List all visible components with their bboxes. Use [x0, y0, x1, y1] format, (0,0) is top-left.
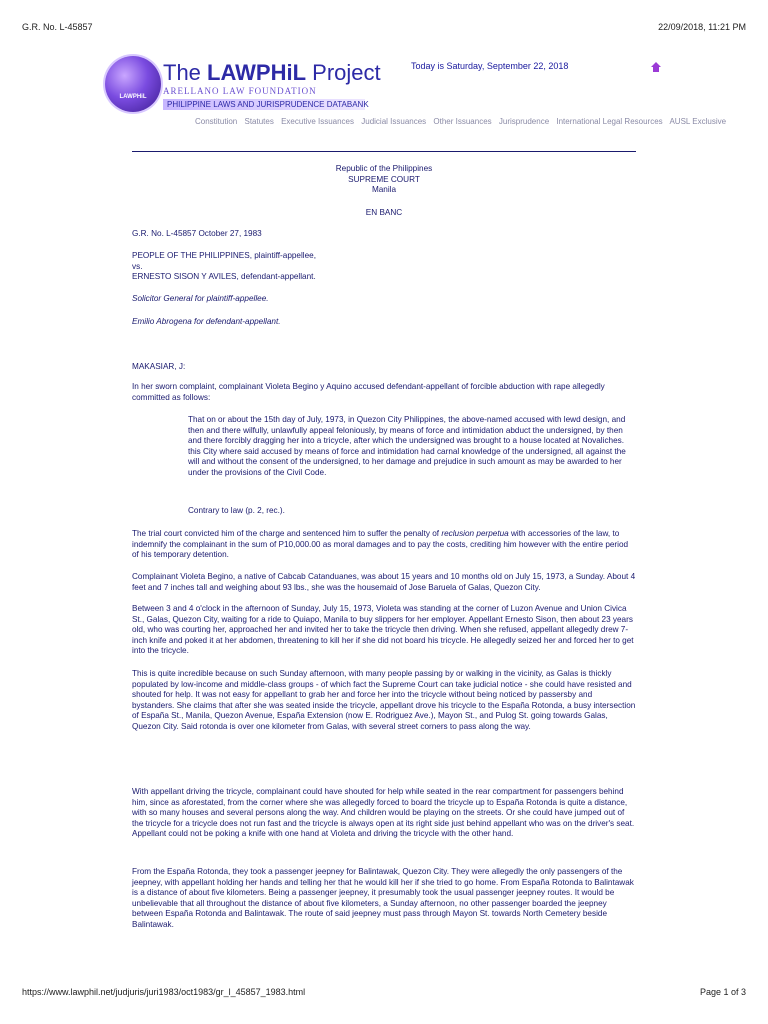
paragraph-1: In her sworn complaint, complainant Violeta Begino y Aquino accused defendant-appellant of forcible abduction with rape allegedly committed as follows:	[132, 382, 605, 402]
logo-brand: LAWPHiL	[207, 60, 307, 85]
logo-title-prefix: The	[163, 60, 208, 85]
complaint-quote-end: Contrary to law (p. 2, rec.).	[188, 506, 285, 515]
paragraph-3: Complainant Violeta Begino, a native of Cabcab Catanduanes, was about 15 years and 10 months old on July 15, 1973, a Sunday. About 4 feet and 7 inches tall and weighing about 93 lbs., she was the housemaid of Jose Baruela of Galas, Quezon City.	[132, 572, 636, 592]
paragraph-2-c: with accessories of the law, to indemnify the complainant in the sum of P10,000.00 as moral damages and to pay the costs, crediting him however with the entire period of his temporary detention.	[132, 529, 629, 560]
paragraph-4: Between 3 and 4 o'clock in the afternoon of Sunday, July 15, 1973, Violeta was standing at the corner of Luzon Avenue and Union Civica St., Galas, Quezon City, waiting for a ride to Quiapo, Manila to buy slippers for her employer. Appellant Ernesto Sison, then about 23 years old, who was courting her, approached her and invited her to take the tricycle then driving. When she refused, appellant allegedly drew 7-inch knife and poked it at her abdomen, threatening to kill her if she did not board his tricycle. He allegedly seized her and forced her to get into the tricycle.	[132, 604, 634, 656]
paragraph-2	[132, 529, 636, 561]
logo-title	[163, 60, 381, 86]
court-name: SUPREME COURT	[348, 174, 420, 184]
party-appellant: ERNESTO SISON Y AVILES, defendant-appellant.	[132, 272, 316, 282]
case-number: G.R. No. L-45857 October 27, 1983	[132, 229, 262, 238]
nav-jurisprudence[interactable]: Jurisprudence	[498, 117, 550, 126]
paragraph-2-a: The trial court convicted him of the charge and sentenced him to suffer the penalty of	[132, 529, 442, 538]
top-nav	[195, 117, 731, 126]
nav-judicial-issuances[interactable]: Judicial Issuances	[361, 117, 427, 126]
nav-other-issuances[interactable]: Other Issuances	[433, 117, 492, 126]
nav-statutes[interactable]: Statutes	[244, 117, 274, 126]
logo-subtitle: ARELLANO LAW FOUNDATION	[163, 86, 317, 96]
globe-icon	[105, 56, 161, 112]
division: EN BANC	[365, 208, 403, 217]
paragraph-7: From the España Rotonda, they took a passenger jeepney for Balintawak, Quezon City. They were allegedly the only passengers of the jeepney, with appellant holding her hands and telling her that he would kill her if she tried to go home. From España Rotonda to Balintawak is a distance of about five kilometers. Being a passenger jeepney, it presumably took the usual passenger jeepney routes. It would be unbelievable that all throughout the distance of about five kilometers, a Sunday afternoon, no other passenger boarded the jeepney between España Rotonda and Balintawak. The route of said jeepney must pass through Mayon St. towards North Cemetery beside Balintawak.	[132, 867, 634, 929]
today-date: Today is Saturday, September 22, 2018	[411, 61, 569, 71]
print-footer-page: Page 1 of 3	[699, 987, 746, 997]
counsel-appellant: Emilio Abrogena for defendant-appellant.	[132, 317, 281, 326]
party-appellee: PEOPLE OF THE PHILIPPINES, plaintiff-appellee,	[132, 251, 316, 260]
paragraph-6: With appellant driving the tricycle, complainant could have shouted for help while seated in the rear compartment for passengers behind him, since as aforestated, from the corner where she was allegedly forced to board the tricycle up to España Rotonda is quite a distance, with so many houses and several persons along the way. And children would be playing on the streets. Or she could have jumped out of the tricycle for a tricycle does not run fast and the tricycle is always open at its right side just behind appellant who was on the driver's seat. Appellant could not be poking a knife with one hand at Violeta and driving the tricycle with the other hand.	[132, 787, 635, 839]
ponente: MAKASIAR, J:	[132, 362, 186, 371]
counsel-appellee: Solicitor General for plaintiff-appellee.	[132, 294, 269, 303]
nav-constitution[interactable]: Constitution	[195, 117, 238, 126]
header-divider	[132, 151, 636, 152]
nav-international-legal-resources[interactable]: International Legal Resources	[556, 117, 663, 126]
logo-databank: PHILIPPINE LAWS AND JURISPRUDENCE DATABANK	[167, 100, 369, 109]
globe-label: LAWPHiL	[119, 94, 147, 100]
print-footer-url: https://www.lawphil.net/judjuris/juri1983/oct1983/gr_l_45857_1983.html	[22, 987, 306, 997]
nav-ausl-exclusive[interactable]: AUSL Exclusive	[669, 117, 727, 126]
complaint-quote: That on or about the 15th day of July, 1973, in Quezon City Philippines, the above-named accused with lewd design, and then and there wilfully, unlawfully appeal feloniously, by means of force and intimidation abduct the undersigned, by then and there forcibly dragging her into a tricycle, after which the undersigned was brought to a house located at Novaliches. this City where said accused by means of force and intimidation had carnal knowledge of the undersigned, all against the will and without the consent of the undersigned, to her damage and prejudice in such amount as may be awarded to her under the provisions of the Civil Code.	[188, 415, 626, 477]
republic: Republic of the Philippines	[335, 164, 433, 173]
nav-executive-issuances[interactable]: Executive Issuances	[281, 117, 355, 126]
logo-title-suffix: Project	[306, 60, 381, 85]
paragraph-2-term: reclusion perpetua	[441, 529, 509, 538]
lawphil-logo[interactable]	[105, 56, 381, 116]
parties	[132, 251, 636, 283]
paragraph-5: This is quite incredible because on such Sunday afternoon, with many people passing by or walking in the vicinity, as Galas is thickly populated by low-income and middle-class groups - of which fact the Supreme Court can take judicial notice - she could have resisted and shouted for help. It was not easy for appellant to grab her and force her into the tricycle without being noticed by passersby and bystanders. She claims that after she was seated inside the tricycle, appellant drove his tricycle to the España Rotonda, a busy intersection of España St., Manila, Quezon Avenue, España Extension (now E. Rodriguez Ave.), Mayon St., and Pulog St. going towards Galas, Quezon City. Said rotonda is over one kilometer from Galas, with several street corners to pass along the way.	[132, 669, 636, 731]
court-city: Manila	[371, 185, 397, 195]
print-header-title: G.R. No. L-45857	[22, 22, 93, 32]
home-icon[interactable]	[650, 61, 662, 73]
print-header-datetime: 22/09/2018, 11:21 PM	[658, 22, 746, 32]
versus: vs.	[132, 261, 143, 271]
court-heading	[132, 164, 636, 196]
